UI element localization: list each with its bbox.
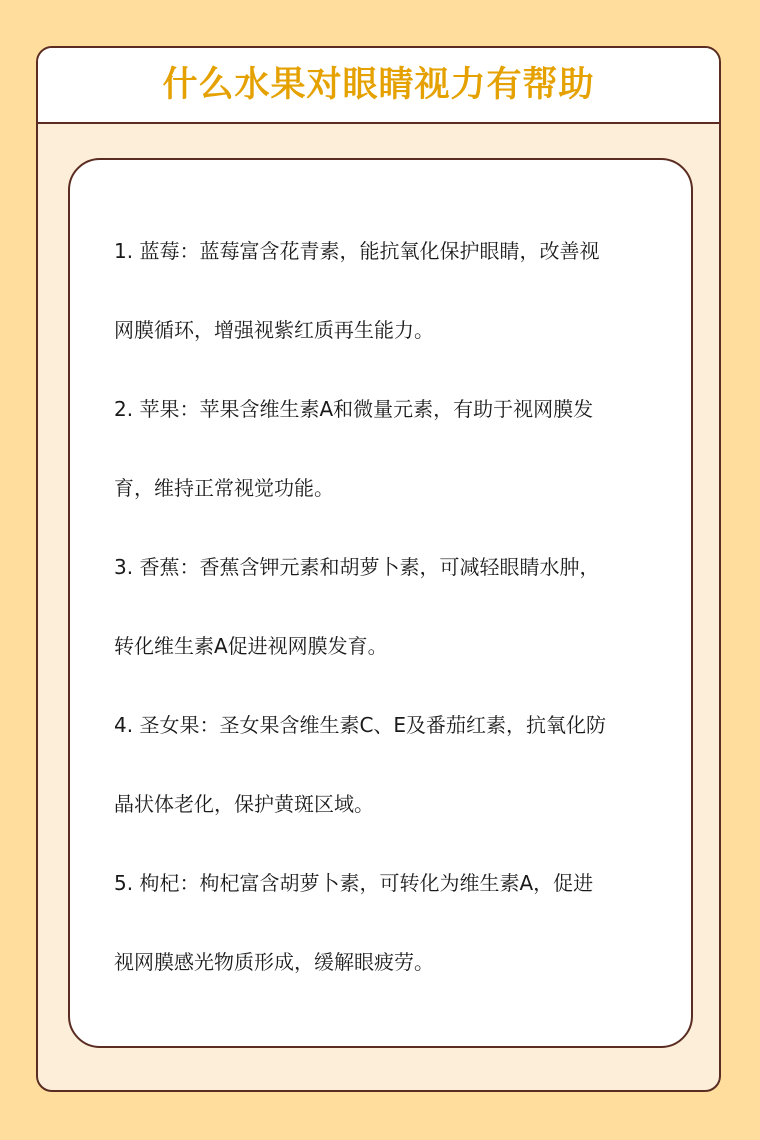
item-cherry-tomato-line-1: 4. 圣女果：圣女果含维生素C、E及番茄红素，抗氧化防 xyxy=(114,713,607,737)
outer-card xyxy=(36,46,721,1092)
page-title: 什么水果对眼睛视力有帮助 xyxy=(162,64,595,105)
item-blueberry-line-2: 网膜循环，增强视紫红质再生能力。 xyxy=(114,318,434,342)
item-goji-line-1: 5. 枸杞：枸杞富含胡萝卜素，可转化为维生素A，促进 xyxy=(114,871,594,895)
item-banana-line-1: 3. 香蕉：香蕉含钾元素和胡萝卜素，可减轻眼睛水肿， xyxy=(114,555,600,579)
title-bar xyxy=(38,48,719,124)
item-goji-line-2: 视网膜感光物质形成，缓解眼疲劳。 xyxy=(114,950,434,974)
item-apple-line-2: 育，维持正常视觉功能。 xyxy=(114,476,334,500)
item-apple-line-1: 2. 苹果：苹果含维生素A和微量元素，有助于视网膜发 xyxy=(114,397,594,421)
content-card xyxy=(68,158,693,1048)
content-list xyxy=(114,212,674,1002)
item-cherry-tomato-line-2: 晶状体老化，保护黄斑区域。 xyxy=(114,792,374,816)
item-blueberry-line-1: 1. 蓝莓：蓝莓富含花青素，能抗氧化保护眼睛，改善视 xyxy=(114,239,600,263)
item-banana-line-2: 转化维生素A促进视网膜发育。 xyxy=(114,634,388,658)
